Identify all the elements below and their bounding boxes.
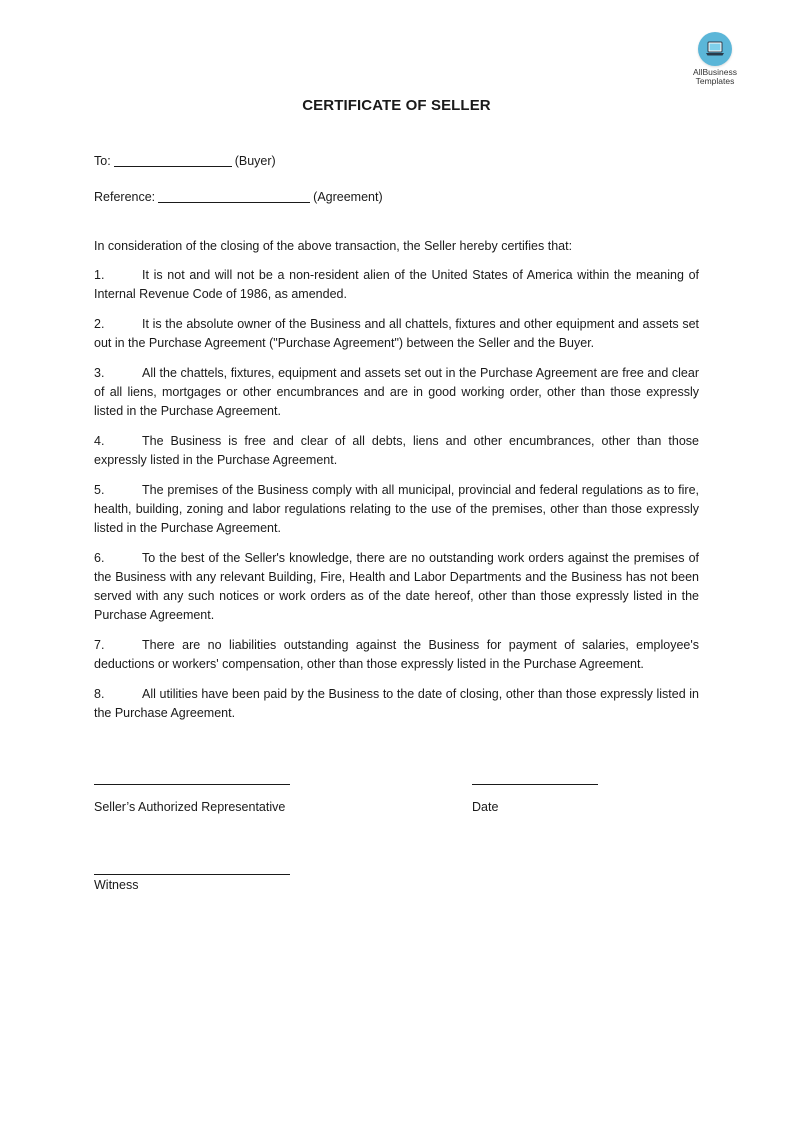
agreement-blank[interactable] (158, 190, 310, 203)
clause-7: 7. There are no liabilities outstanding against the Business for payment of salaries, employee's deductions or workers' compensation, other than those expressly listed in the Purchase Agreement. (94, 638, 699, 671)
date-signature-line[interactable] (472, 784, 598, 785)
brand-logo-text: AllBusiness Templates (693, 67, 737, 86)
brand-logo (686, 32, 744, 86)
date-label: Date (472, 800, 499, 814)
clause-3: 3. All the chattels, fixtures, equipment and assets set out in the Purchase Agreement are free and clear of all liens, mortgages or other encumbrances and are in good working order, other than those expressly listed in the Purchase Agreement. (94, 366, 699, 418)
document-title: CERTIFICATE OF SELLER (302, 97, 491, 114)
buyer-blank[interactable] (114, 154, 232, 167)
clause-5: 5. The premises of the Business comply with all municipal, provincial and federal regulations as to fire, health, building, zoning and labor regulations relating to the use of the premises, other than those expressly listed in the Purchase Agreement. (94, 483, 699, 535)
intro-paragraph: In consideration of the closing of the above transaction, the Seller hereby certifies that: (94, 239, 573, 253)
representative-label: Seller’s Authorized Representative (94, 800, 286, 814)
reference-suffix: (Agreement) (313, 190, 383, 204)
reference-field (94, 189, 383, 205)
to-field (94, 153, 276, 169)
representative-signature-line[interactable] (94, 784, 290, 785)
clause-4: 4. The Business is free and clear of all debts, liens and other encumbrances, other than those expressly listed in the Purchase Agreement. (94, 434, 699, 467)
witness-label: Witness (94, 878, 139, 892)
clause-list (94, 266, 699, 734)
clause-6: 6. To the best of the Seller's knowledge, there are no outstanding work orders against the premises of the Business with any relevant Building, Fire, Health and Labor Departments and the Business has not been served with any such notices or work orders as of the date hereof, other than those expressly listed in the Purchase Agreement. (94, 551, 699, 622)
clause-2: 2. It is the absolute owner of the Business and all chattels, fixtures and other equipment and assets set out in the Purchase Agreement ("Purchase Agreement") between the Seller and the Buyer. (94, 317, 699, 350)
reference-label: Reference: (94, 190, 156, 204)
laptop-icon (698, 32, 732, 66)
witness-signature-line[interactable] (94, 874, 290, 875)
clause-8: 8. All utilities have been paid by the Business to the date of closing, other than those expressly listed in the Purchase Agreement. (94, 687, 699, 720)
to-suffix: (Buyer) (234, 154, 276, 168)
to-label: To: (94, 154, 111, 168)
clause-1: 1. It is not and will not be a non-resident alien of the United States of America within the meaning of Internal Revenue Code of 1986, as amended. (94, 268, 699, 301)
